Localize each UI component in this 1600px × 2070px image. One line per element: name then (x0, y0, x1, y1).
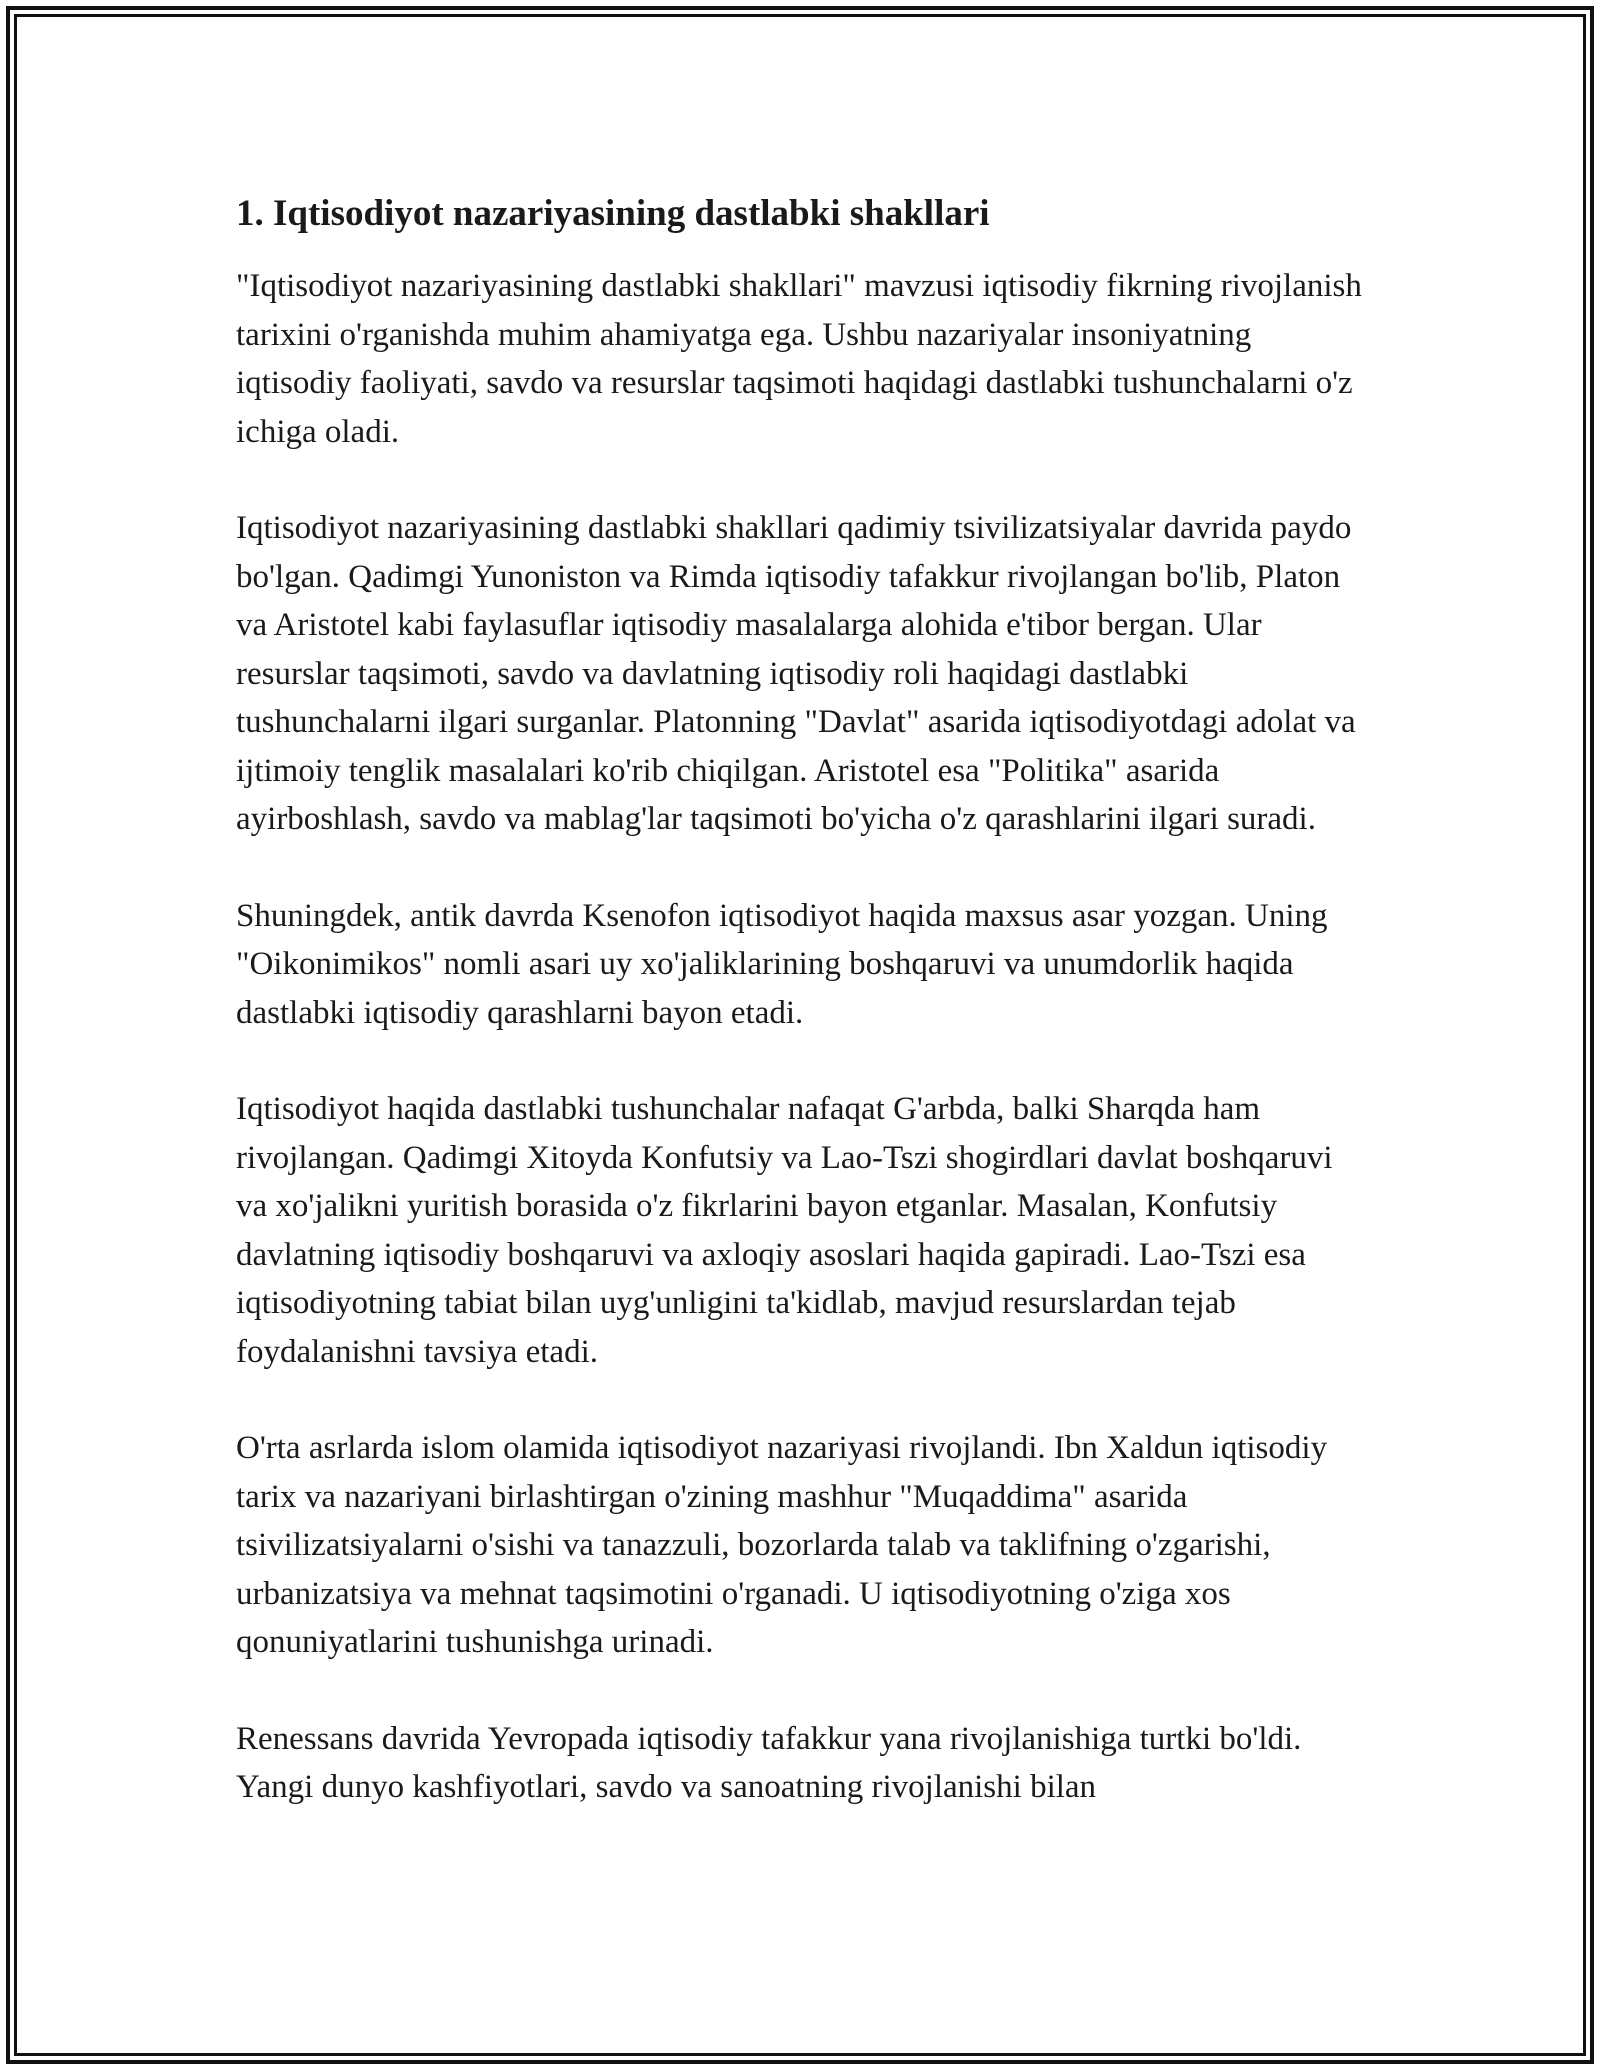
paragraph-islamic-world: O'rta asrlarda islom olamida iqtisodiyot nazariyasi rivojlandi. Ibn Xaldun iqtisodiy tarix va nazariyani birlashtirgan o'zining mashhur "Muqaddima" asarida tsivilizatsiyalarni o'sishi va tanazzuli, bozorlarda talab va taklifning o'zgarishi, urbanizatsiya va mehnat taqsimotini o'rganadi. U iqtisodiyotning o'ziga xos qonuniyatlarini tushunishga urinadi. (236, 1430, 1328, 1660)
section-heading: 1. Iqtisodiyot nazariyasining dastlabki shakllari (236, 193, 990, 234)
paragraph-xenophon: Shuningdek, antik davrda Ksenofon iqtisodiyot haqida maxsus asar yozgan. Uning "Oikonimikos" nomli asari uy xo'jaliklarining boshqaruvi va unumdorlik haqida dastlabki iqtisodiy qarashlarni bayon etadi. (236, 897, 1328, 1031)
paragraph-renaissance: Renessans davrida Yevropada iqtisodiy tafakkur yana rivojlanishiga turtki bo'ldi. Yangi dunyo kashfiyotlari, savdo va sanoatning rivojlanishi bilan (236, 1720, 1302, 1805)
document-body (236, 188, 1366, 1860)
paragraph-china: Iqtisodiyot haqida dastlabki tushunchalar nafaqat G'arbda, balki Sharqda ham rivojlangan. Qadimgi Xitoyda Konfutsiy va Lao-Tszi shogirdlari davlat boshqaruvi va xo'jalikni yuritish borasida o'z fikrlarini bayon etganlar. Masalan, Konfutsiy davlatning iqtisodiy boshqaruvi va axloqiy asoslari haqida gapiradi. Lao-Tszi esa iqtisodiyotning tabiat bilan uyg'unligini ta'kidlab, mavjud resurslardan tejab foydalanishni tavsiya etadi. (236, 1091, 1333, 1370)
paragraph-intro: "Iqtisodiyot nazariyasining dastlabki shakllari" mavzusi iqtisodiy fikrning rivojlanish tarixini o'rganishda muhim ahamiyatga ega. Ushbu nazariyalar insoniyatning iqtisodiy faoliyati, savdo va resurslar taqsimoti haqidagi dastlabki tushunchalarni o'z ichiga oladi. (236, 268, 1362, 450)
paragraph-ancient-greece-rome: Iqtisodiyot nazariyasining dastlabki shakllari qadimiy tsivilizatsiyalar davrida paydo bo'lgan. Qadimgi Yunoniston va Rimda iqtisodiy tafakkur rivojlangan bo'lib, Platon va Aristotel kabi faylasuflar iqtisodiy masalalarga alohida e'tibor bergan. Ular resurslar taqsimoti, savdo va davlatning iqtisodiy roli haqidagi dastlabki tushunchalarni ilgari surganlar. Platonning "Davlat" asarida iqtisodiyotdagi adolat va ijtimoiy tenglik masalalari ko'rib chiqilgan. Aristotel esa "Politika" asarida ayirboshlash, savdo va mablag'lar taqsimoti bo'yicha o'z qarashlarini ilgari suradi. (236, 510, 1356, 837)
